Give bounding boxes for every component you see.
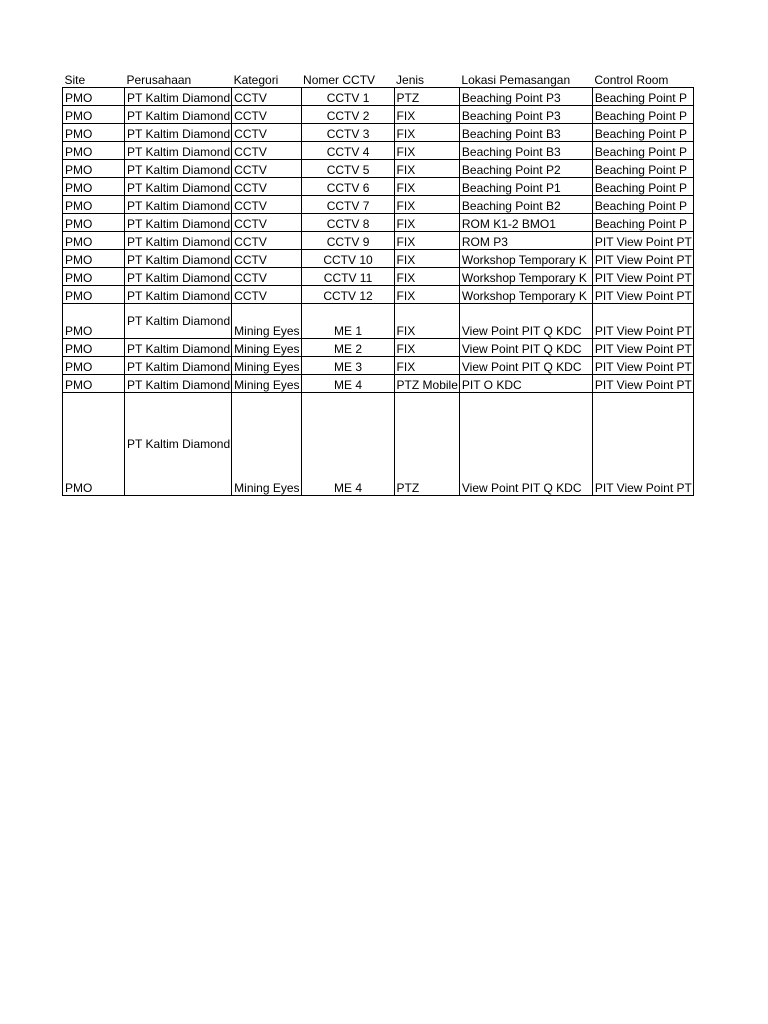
cell-perusahaan[interactable]: PT Kaltim Diamond: [125, 232, 232, 250]
cell-control-room[interactable]: Beaching Point P: [592, 214, 693, 232]
table-row: [63, 160, 694, 178]
cell-jenis[interactable]: FIX: [394, 232, 459, 250]
cell-perusahaan[interactable]: PT Kaltim Diamond: [125, 196, 232, 214]
table-row: [63, 214, 694, 232]
cell-perusahaan[interactable]: PT Kaltim Diamond: [125, 88, 232, 106]
cell-kategori[interactable]: Mining Eyes: [232, 375, 301, 393]
spreadsheet-table: [62, 68, 694, 496]
cell-site[interactable]: PMO: [63, 106, 125, 124]
cell-site[interactable]: PMO: [63, 178, 125, 196]
cell-kategori[interactable]: CCTV: [232, 178, 301, 196]
cell-perusahaan[interactable]: PT Kaltim Diamond: [125, 178, 232, 196]
header-site[interactable]: Site: [64, 73, 86, 87]
cell-control-room[interactable]: PIT View Point PT: [592, 250, 693, 268]
cell-nomer-cctv[interactable]: CCTV 2: [301, 106, 394, 124]
cell-control-room[interactable]: Beaching Point P: [592, 178, 693, 196]
cell-kategori[interactable]: Mining Eyes: [232, 304, 301, 339]
cell-site[interactable]: PMO: [63, 304, 125, 339]
cell-nomer-cctv[interactable]: ME 4: [301, 375, 394, 393]
cell-nomer-cctv[interactable]: CCTV 6: [301, 178, 394, 196]
cell-kategori[interactable]: CCTV: [232, 268, 301, 286]
header-nomer-cctv[interactable]: Nomer CCTV: [303, 73, 376, 87]
cell-nomer-cctv[interactable]: ME 2: [301, 339, 394, 357]
cell-jenis[interactable]: FIX: [394, 106, 459, 124]
cell-control-room[interactable]: PIT View Point PT: [592, 393, 693, 496]
table-row: [63, 304, 694, 339]
cell-jenis[interactable]: PTZ: [394, 88, 459, 106]
cell-control-room[interactable]: Beaching Point P: [592, 88, 693, 106]
cell-nomer-cctv[interactable]: CCTV 7: [301, 196, 394, 214]
cell-lokasi-pemasangan[interactable]: Beaching Point P1: [459, 178, 592, 196]
cell-site[interactable]: PMO: [63, 124, 125, 142]
cell-perusahaan[interactable]: PT Kaltim Diamond: [125, 268, 232, 286]
cell-site[interactable]: PMO: [63, 357, 125, 375]
cell-perusahaan[interactable]: PT Kaltim Diamond: [125, 214, 232, 232]
cell-nomer-cctv[interactable]: CCTV 10: [301, 250, 394, 268]
cell-lokasi-pemasangan[interactable]: PIT O KDC: [459, 375, 592, 393]
header-control-room[interactable]: Control Room: [594, 73, 669, 87]
cell-jenis[interactable]: FIX: [394, 214, 459, 232]
cell-control-room[interactable]: Beaching Point P: [592, 106, 693, 124]
table-row: [63, 250, 694, 268]
header-lokasi-pemasangan[interactable]: Lokasi Pemasangan: [461, 73, 571, 87]
table-row: [63, 339, 694, 357]
table-row: [63, 88, 694, 106]
cell-control-room[interactable]: PIT View Point PT: [592, 375, 693, 393]
cell-nomer-cctv[interactable]: CCTV 4: [301, 142, 394, 160]
table-row: [63, 142, 694, 160]
cell-lokasi-pemasangan[interactable]: View Point PIT Q KDC: [459, 393, 592, 496]
cell-lokasi-pemasangan[interactable]: View Point PIT Q KDC: [459, 339, 592, 357]
table-row: [63, 106, 694, 124]
cell-control-room[interactable]: Beaching Point P: [592, 142, 693, 160]
cell-site[interactable]: PMO: [63, 339, 125, 357]
cell-perusahaan[interactable]: PT Kaltim Diamond: [125, 357, 232, 375]
cell-kategori[interactable]: CCTV: [232, 250, 301, 268]
cell-jenis[interactable]: FIX: [394, 268, 459, 286]
header-row: [63, 68, 694, 88]
cell-control-room[interactable]: Beaching Point P: [592, 124, 693, 142]
cell-site[interactable]: PMO: [63, 196, 125, 214]
cell-lokasi-pemasangan[interactable]: Beaching Point B3: [459, 142, 592, 160]
cell-site[interactable]: PMO: [63, 393, 125, 496]
cell-lokasi-pemasangan[interactable]: Beaching Point P3: [459, 106, 592, 124]
cell-kategori[interactable]: CCTV: [232, 160, 301, 178]
cell-nomer-cctv[interactable]: ME 3: [301, 357, 394, 375]
cell-perusahaan[interactable]: PT Kaltim Diamond: [125, 304, 232, 339]
cell-jenis[interactable]: FIX: [394, 339, 459, 357]
cell-kategori[interactable]: CCTV: [232, 106, 301, 124]
cell-jenis[interactable]: FIX: [394, 142, 459, 160]
cell-kategori[interactable]: Mining Eyes: [232, 357, 301, 375]
cell-lokasi-pemasangan[interactable]: Workshop Temporary K: [459, 268, 592, 286]
cell-nomer-cctv[interactable]: CCTV 8: [301, 214, 394, 232]
cell-control-room[interactable]: PIT View Point PT: [592, 268, 693, 286]
cell-site[interactable]: PMO: [63, 250, 125, 268]
cell-lokasi-pemasangan[interactable]: View Point PIT Q KDC: [459, 304, 592, 339]
cell-site[interactable]: PMO: [63, 286, 125, 304]
cell-nomer-cctv[interactable]: CCTV 1: [301, 88, 394, 106]
cell-site[interactable]: PMO: [63, 268, 125, 286]
cell-nomer-cctv[interactable]: ME 1: [301, 304, 394, 339]
cell-control-room[interactable]: Beaching Point P: [592, 196, 693, 214]
cell-kategori[interactable]: CCTV: [232, 196, 301, 214]
cell-control-room[interactable]: PIT View Point PT: [592, 304, 693, 339]
cell-nomer-cctv[interactable]: ME 4: [301, 393, 394, 496]
cell-kategori[interactable]: CCTV: [232, 232, 301, 250]
cell-perusahaan[interactable]: PT Kaltim Diamond: [125, 339, 232, 357]
cell-lokasi-pemasangan[interactable]: Beaching Point P3: [459, 88, 592, 106]
cell-lokasi-pemasangan[interactable]: Beaching Point B2: [459, 196, 592, 214]
table-row: [63, 124, 694, 142]
table-row: [63, 268, 694, 286]
header-kategori[interactable]: Kategori: [233, 73, 279, 87]
cell-control-room[interactable]: PIT View Point PT: [592, 286, 693, 304]
cell-kategori[interactable]: CCTV: [232, 88, 301, 106]
cell-site[interactable]: PMO: [63, 214, 125, 232]
cell-nomer-cctv[interactable]: CCTV 5: [301, 160, 394, 178]
cell-lokasi-pemasangan[interactable]: Workshop Temporary K: [459, 286, 592, 304]
cell-control-room[interactable]: PIT View Point PT: [592, 232, 693, 250]
cell-nomer-cctv[interactable]: CCTV 3: [301, 124, 394, 142]
cell-site[interactable]: PMO: [63, 88, 125, 106]
cell-jenis[interactable]: FIX: [394, 286, 459, 304]
cell-site[interactable]: PMO: [63, 160, 125, 178]
cell-jenis[interactable]: FIX: [394, 160, 459, 178]
cell-nomer-cctv[interactable]: CCTV 11: [301, 268, 394, 286]
table-row: [63, 393, 694, 496]
cell-perusahaan[interactable]: PT Kaltim Diamond: [125, 124, 232, 142]
cell-lokasi-pemasangan[interactable]: Beaching Point P2: [459, 160, 592, 178]
table-row: [63, 375, 694, 393]
cell-perusahaan[interactable]: PT Kaltim Diamond: [125, 160, 232, 178]
cell-jenis[interactable]: PTZ: [394, 393, 459, 496]
table-body: [63, 88, 694, 496]
cell-jenis[interactable]: FIX: [394, 124, 459, 142]
table-row: [63, 232, 694, 250]
cell-kategori[interactable]: Mining Eyes: [232, 339, 301, 357]
cell-perusahaan[interactable]: PT Kaltim Diamond: [125, 250, 232, 268]
cell-control-room[interactable]: PIT View Point PT: [592, 357, 693, 375]
cell-kategori[interactable]: Mining Eyes: [232, 393, 301, 496]
cell-perusahaan[interactable]: PT Kaltim Diamond: [125, 142, 232, 160]
cell-kategori[interactable]: CCTV: [232, 286, 301, 304]
cell-lokasi-pemasangan[interactable]: Workshop Temporary K: [459, 250, 592, 268]
cell-jenis[interactable]: FIX: [394, 250, 459, 268]
cell-lokasi-pemasangan[interactable]: View Point PIT Q KDC: [459, 357, 592, 375]
cell-lokasi-pemasangan[interactable]: Beaching Point B3: [459, 124, 592, 142]
header-perusahaan[interactable]: Perusahaan: [126, 73, 192, 87]
cell-control-room[interactable]: Beaching Point P: [592, 160, 693, 178]
cell-site[interactable]: PMO: [63, 142, 125, 160]
cell-kategori[interactable]: CCTV: [232, 124, 301, 142]
cell-jenis[interactable]: FIX: [394, 357, 459, 375]
cell-kategori[interactable]: CCTV: [232, 214, 301, 232]
cell-perusahaan[interactable]: PT Kaltim Diamond: [125, 286, 232, 304]
cell-perusahaan[interactable]: PT Kaltim Diamond: [125, 393, 232, 496]
cell-nomer-cctv[interactable]: CCTV 9: [301, 232, 394, 250]
table-row: [63, 178, 694, 196]
header-jenis[interactable]: Jenis: [396, 73, 425, 87]
table-row: [63, 357, 694, 375]
cell-control-room[interactable]: PIT View Point PT: [592, 339, 693, 357]
table-row: [63, 196, 694, 214]
cell-lokasi-pemasangan[interactable]: ROM P3: [459, 232, 592, 250]
cell-nomer-cctv[interactable]: CCTV 12: [301, 286, 394, 304]
table-row: [63, 286, 694, 304]
cell-perusahaan[interactable]: PT Kaltim Diamond: [125, 375, 232, 393]
cell-site[interactable]: PMO: [63, 375, 125, 393]
cell-jenis[interactable]: FIX: [394, 304, 459, 339]
cell-jenis[interactable]: FIX: [394, 196, 459, 214]
cell-jenis[interactable]: FIX: [394, 178, 459, 196]
cell-jenis[interactable]: PTZ Mobile: [394, 375, 459, 393]
cell-lokasi-pemasangan[interactable]: ROM K1-2 BMO1: [459, 214, 592, 232]
cell-perusahaan[interactable]: PT Kaltim Diamond: [125, 106, 232, 124]
cell-kategori[interactable]: CCTV: [232, 142, 301, 160]
cell-site[interactable]: PMO: [63, 232, 125, 250]
